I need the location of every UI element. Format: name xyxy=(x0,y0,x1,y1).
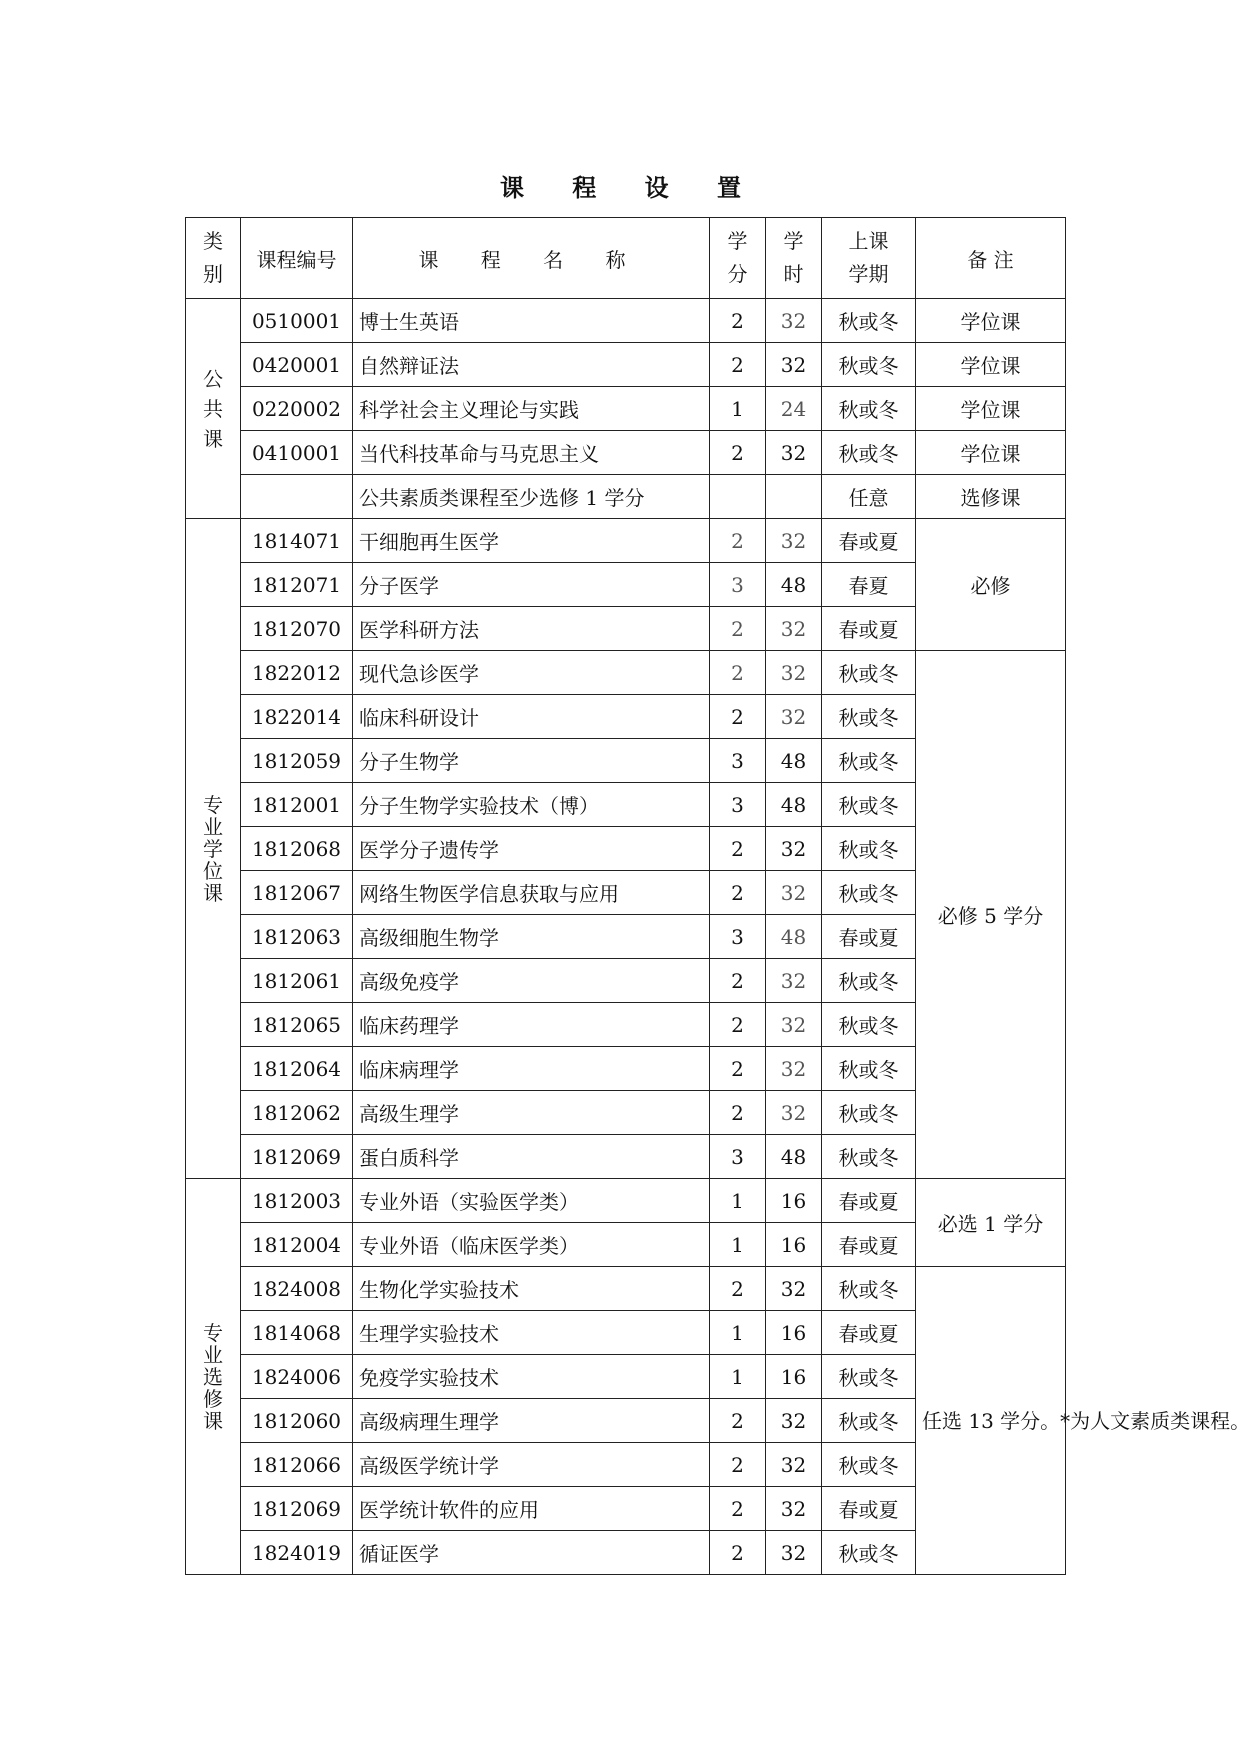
course-semester: 秋或冬 xyxy=(822,299,916,343)
course-code: 0420001 xyxy=(241,343,353,387)
course-semester: 秋或冬 xyxy=(822,343,916,387)
course-code: 1812004 xyxy=(241,1223,353,1267)
page-title: 课 程 设 置 xyxy=(499,173,762,202)
course-hours: 32 xyxy=(766,871,822,915)
course-remark: 学位课 xyxy=(916,431,1066,475)
table-row xyxy=(186,475,1066,519)
table-row xyxy=(186,387,1066,431)
course-semester: 任意 xyxy=(822,475,916,519)
course-code: 1812001 xyxy=(241,783,353,827)
course-hours: 32 xyxy=(766,1267,822,1311)
course-credits: 2 xyxy=(710,1047,766,1091)
course-hours: 32 xyxy=(766,1003,822,1047)
course-name: 生物化学实验技术 xyxy=(353,1267,710,1311)
course-hours: 32 xyxy=(766,695,822,739)
table-row xyxy=(186,299,1066,343)
course-code: 0510001 xyxy=(241,299,353,343)
course-hours: 16 xyxy=(766,1223,822,1267)
remark-choose-1: 必选 1 学分 xyxy=(916,1179,1066,1267)
course-credits: 2 xyxy=(710,519,766,563)
course-name: 专业外语（临床医学类） xyxy=(353,1223,710,1267)
course-hours: 48 xyxy=(766,739,822,783)
course-code: 1812059 xyxy=(241,739,353,783)
course-code: 1812066 xyxy=(241,1443,353,1487)
course-credits: 1 xyxy=(710,387,766,431)
course-hours: 32 xyxy=(766,1047,822,1091)
header-remark: 备 注 xyxy=(916,218,1066,299)
table-row xyxy=(186,651,1066,695)
course-remark: 学位课 xyxy=(916,343,1066,387)
course-name: 专业外语（实验医学类） xyxy=(353,1179,710,1223)
header-name: 课 程 名 称 xyxy=(353,218,710,299)
course-semester: 秋或冬 xyxy=(822,431,916,475)
course-code: 1812067 xyxy=(241,871,353,915)
group-major-degree-label: 专 业 学 位 课 xyxy=(186,519,241,1179)
course-name: 分子生物学 xyxy=(353,739,710,783)
course-credits: 3 xyxy=(710,915,766,959)
course-credits: 2 xyxy=(710,871,766,915)
table-row xyxy=(186,343,1066,387)
course-name: 分子生物学实验技术（博） xyxy=(353,783,710,827)
course-remark: 学位课 xyxy=(916,299,1066,343)
header-category: 类 别 xyxy=(186,218,241,299)
course-credits: 2 xyxy=(710,431,766,475)
header-credits: 学 分 xyxy=(710,218,766,299)
course-code: 1812060 xyxy=(241,1399,353,1443)
course-name: 高级生理学 xyxy=(353,1091,710,1135)
course-name: 临床科研设计 xyxy=(353,695,710,739)
course-table xyxy=(185,217,1250,1575)
course-code: 1812070 xyxy=(241,607,353,651)
course-code xyxy=(241,475,353,519)
course-semester: 秋或冬 xyxy=(822,959,916,1003)
course-hours: 48 xyxy=(766,783,822,827)
course-hours: 32 xyxy=(766,343,822,387)
remark-required: 必修 xyxy=(916,519,1066,651)
remark-required-5: 必修 5 学分 xyxy=(916,651,1066,1179)
course-hours: 48 xyxy=(766,563,822,607)
table-row xyxy=(186,519,1066,563)
course-hours: 32 xyxy=(766,607,822,651)
group-public-label: 公 共 课 xyxy=(186,299,241,519)
course-hours: 32 xyxy=(766,1443,822,1487)
course-code: 1822012 xyxy=(241,651,353,695)
course-semester: 秋或冬 xyxy=(822,651,916,695)
table-row xyxy=(186,1179,1066,1223)
course-semester: 秋或冬 xyxy=(822,783,916,827)
course-credits: 2 xyxy=(710,651,766,695)
course-remark: 选修课 xyxy=(916,475,1066,519)
course-semester: 秋或冬 xyxy=(822,871,916,915)
course-hours: 32 xyxy=(766,519,822,563)
course-credits: 2 xyxy=(710,695,766,739)
course-credits: 2 xyxy=(710,827,766,871)
course-name: 高级病理生理学 xyxy=(353,1399,710,1443)
course-semester: 秋或冬 xyxy=(822,1091,916,1135)
course-hours: 16 xyxy=(766,1355,822,1399)
course-semester: 春或夏 xyxy=(822,1487,916,1531)
course-credits: 3 xyxy=(710,1135,766,1179)
course-name: 蛋白质科学 xyxy=(353,1135,710,1179)
course-code: 1824019 xyxy=(241,1531,353,1575)
course-name: 循证医学 xyxy=(353,1531,710,1575)
course-semester: 秋或冬 xyxy=(822,827,916,871)
course-name: 医学科研方法 xyxy=(353,607,710,651)
course-credits: 2 xyxy=(710,1487,766,1531)
course-code: 1812069 xyxy=(241,1487,353,1531)
course-remark: 学位课 xyxy=(916,387,1066,431)
course-semester: 秋或冬 xyxy=(822,1135,916,1179)
course-credits: 1 xyxy=(710,1223,766,1267)
course-name: 免疫学实验技术 xyxy=(353,1355,710,1399)
course-semester: 秋或冬 xyxy=(822,1047,916,1091)
course-semester: 秋或冬 xyxy=(822,1003,916,1047)
course-semester: 秋或冬 xyxy=(822,387,916,431)
course-semester: 春夏 xyxy=(822,563,916,607)
course-code: 1822014 xyxy=(241,695,353,739)
course-hours: 32 xyxy=(766,827,822,871)
course-name: 网络生物医学信息获取与应用 xyxy=(353,871,710,915)
course-credits: 2 xyxy=(710,1443,766,1487)
remark-elective-note: 任选 13 学分。*为人文素质类课程。 xyxy=(916,1267,1066,1575)
course-credits: 2 xyxy=(710,1091,766,1135)
course-semester: 春或夏 xyxy=(822,1179,916,1223)
course-name: 公共素质类课程至少选修 1 学分 xyxy=(353,475,710,519)
course-semester: 秋或冬 xyxy=(822,695,916,739)
course-hours: 48 xyxy=(766,1135,822,1179)
header-hours: 学 时 xyxy=(766,218,822,299)
course-code: 1812063 xyxy=(241,915,353,959)
course-credits: 1 xyxy=(710,1311,766,1355)
course-code: 1812061 xyxy=(241,959,353,1003)
course-semester: 秋或冬 xyxy=(822,1399,916,1443)
header-row xyxy=(186,218,1066,299)
course-hours: 32 xyxy=(766,651,822,695)
course-name: 当代科技革命与马克思主义 xyxy=(353,431,710,475)
course-name: 博士生英语 xyxy=(353,299,710,343)
course-name: 临床病理学 xyxy=(353,1047,710,1091)
course-name: 科学社会主义理论与实践 xyxy=(353,387,710,431)
course-hours: 24 xyxy=(766,387,822,431)
course-semester: 秋或冬 xyxy=(822,1355,916,1399)
course-name: 生理学实验技术 xyxy=(353,1311,710,1355)
course-code: 0220002 xyxy=(241,387,353,431)
table-row xyxy=(186,1267,1066,1311)
course-name: 现代急诊医学 xyxy=(353,651,710,695)
course-credits: 1 xyxy=(710,1179,766,1223)
course-hours: 16 xyxy=(766,1179,822,1223)
course-credits: 2 xyxy=(710,299,766,343)
course-name: 高级医学统计学 xyxy=(353,1443,710,1487)
course-semester: 春或夏 xyxy=(822,607,916,651)
course-hours: 16 xyxy=(766,1311,822,1355)
course-semester: 春或夏 xyxy=(822,1223,916,1267)
course-hours: 48 xyxy=(766,915,822,959)
course-code: 1814071 xyxy=(241,519,353,563)
course-hours: 32 xyxy=(766,299,822,343)
course-name: 医学统计软件的应用 xyxy=(353,1487,710,1531)
course-hours: 32 xyxy=(766,431,822,475)
course-name: 分子医学 xyxy=(353,563,710,607)
course-credits xyxy=(710,475,766,519)
course-semester: 春或夏 xyxy=(822,519,916,563)
header-semester: 上课 学期 xyxy=(822,218,916,299)
course-semester: 秋或冬 xyxy=(822,1443,916,1487)
course-hours xyxy=(766,475,822,519)
course-name: 自然辩证法 xyxy=(353,343,710,387)
course-name: 医学分子遗传学 xyxy=(353,827,710,871)
course-name: 高级免疫学 xyxy=(353,959,710,1003)
course-code: 1814068 xyxy=(241,1311,353,1355)
course-credits: 2 xyxy=(710,1399,766,1443)
header-code: 课程编号 xyxy=(241,218,353,299)
group-major-elective-label: 专 业 选 修 课 xyxy=(186,1179,241,1575)
course-hours: 32 xyxy=(766,1091,822,1135)
course-credits: 2 xyxy=(710,343,766,387)
course-credits: 2 xyxy=(710,1267,766,1311)
course-semester: 春或夏 xyxy=(822,915,916,959)
course-name: 干细胞再生医学 xyxy=(353,519,710,563)
course-credits: 2 xyxy=(710,1531,766,1575)
course-credits: 3 xyxy=(710,563,766,607)
course-credits: 2 xyxy=(710,607,766,651)
course-semester: 秋或冬 xyxy=(822,739,916,783)
course-credits: 2 xyxy=(710,1003,766,1047)
course-credits: 2 xyxy=(710,959,766,1003)
course-hours: 32 xyxy=(766,1487,822,1531)
course-semester: 秋或冬 xyxy=(822,1531,916,1575)
course-code: 1812069 xyxy=(241,1135,353,1179)
course-code: 1812065 xyxy=(241,1003,353,1047)
course-code: 1812062 xyxy=(241,1091,353,1135)
course-credits: 3 xyxy=(710,783,766,827)
course-hours: 32 xyxy=(766,1531,822,1575)
course-credits: 3 xyxy=(710,739,766,783)
course-semester: 秋或冬 xyxy=(822,1267,916,1311)
course-hours: 32 xyxy=(766,959,822,1003)
course-name: 高级细胞生物学 xyxy=(353,915,710,959)
table-row xyxy=(186,431,1066,475)
course-code: 1812071 xyxy=(241,563,353,607)
course-code: 1824006 xyxy=(241,1355,353,1399)
course-code: 1824008 xyxy=(241,1267,353,1311)
course-code: 1812068 xyxy=(241,827,353,871)
course-hours: 32 xyxy=(766,1399,822,1443)
course-code: 1812064 xyxy=(241,1047,353,1091)
course-name: 临床药理学 xyxy=(353,1003,710,1047)
course-credits: 1 xyxy=(710,1355,766,1399)
course-semester: 春或夏 xyxy=(822,1311,916,1355)
course-code: 0410001 xyxy=(241,431,353,475)
course-code: 1812003 xyxy=(241,1179,353,1223)
